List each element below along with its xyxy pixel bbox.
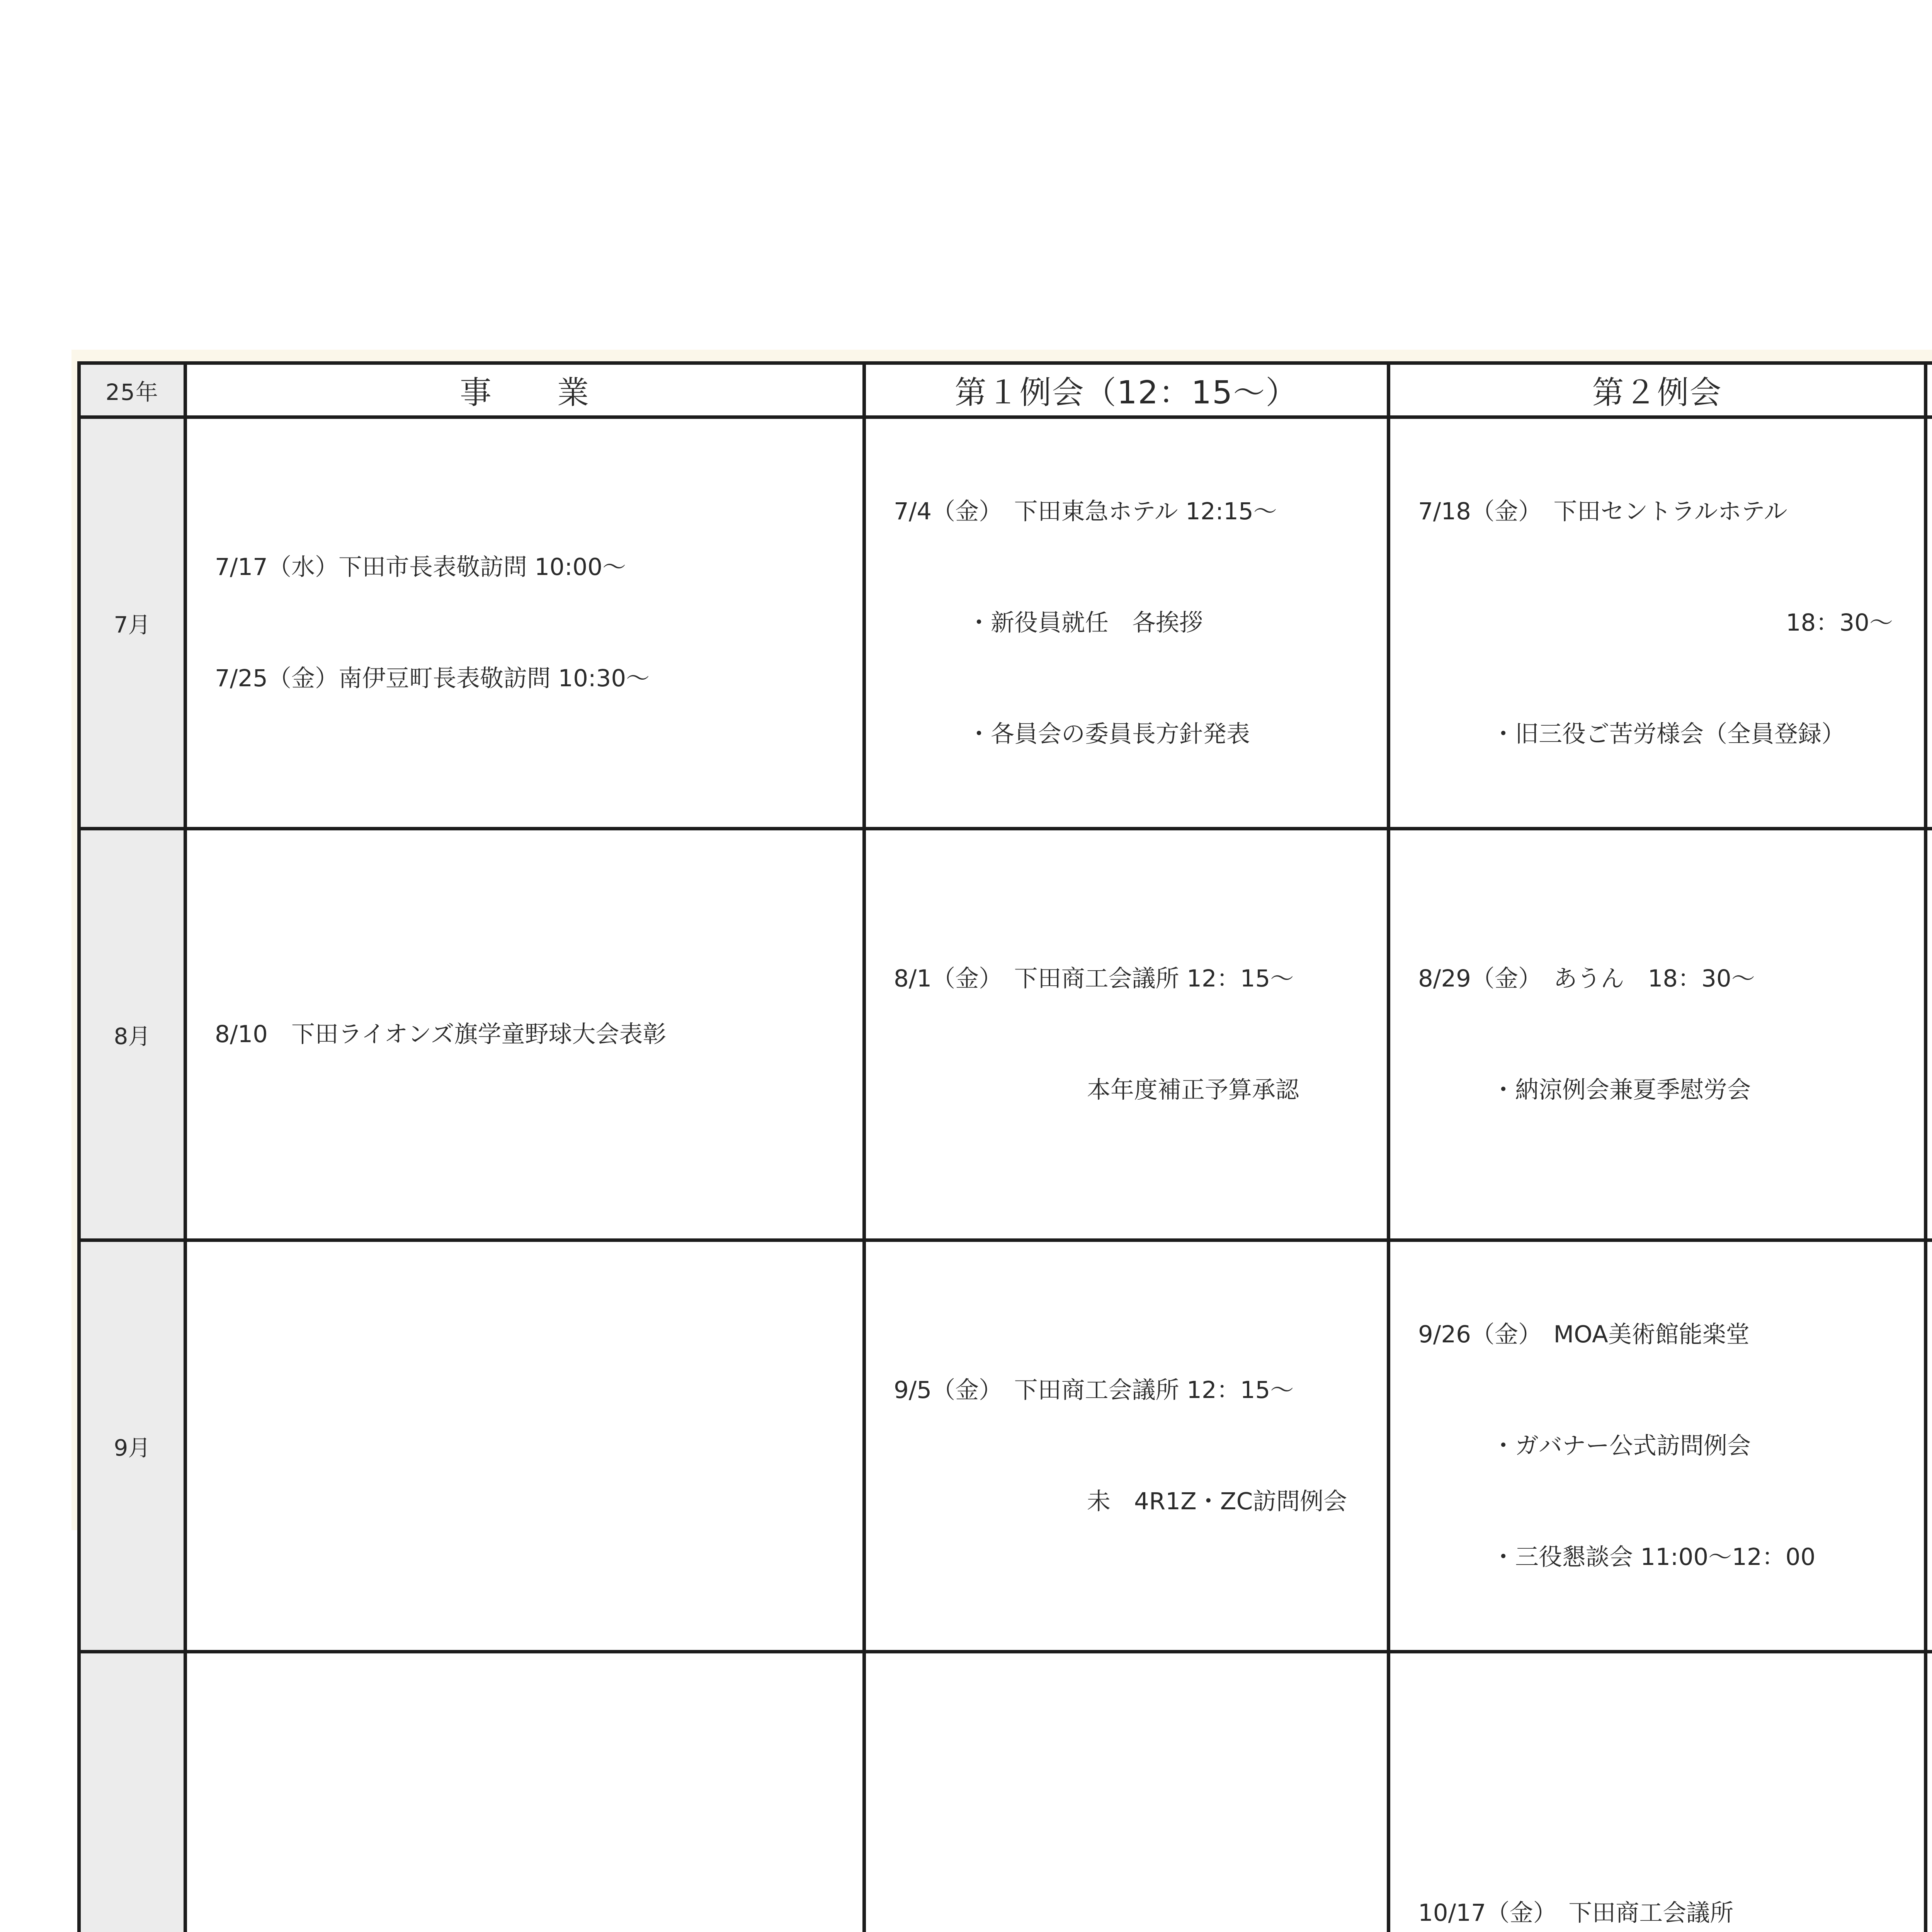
reikai2-entry: ・三役懇談会 11:00～12：00 — [1418, 1539, 1916, 1576]
reikai2-entry: ・納涼例会兼夏季慰労会 — [1418, 1071, 1916, 1109]
jigyo-entry: 7/25（金）南伊豆町長表敬訪問 10:30～ — [215, 660, 855, 697]
jigyo-cell — [185, 417, 864, 829]
reikai1-cell — [864, 417, 1389, 829]
reikai1-entry: 8/1（金） 下田商工会議所 12：15～ — [894, 960, 1379, 997]
reikai1-cell — [864, 829, 1389, 1240]
reikai2-time: 18：30～ — [1418, 604, 1916, 641]
reikai2-entry: ・ガバナー公式訪問例会 — [1418, 1427, 1916, 1464]
month-label — [79, 1652, 185, 1932]
jigyo-cell — [185, 829, 864, 1240]
reikai2-entry: 8/29（金） あうん 18：30～ — [1418, 960, 1916, 997]
schedule-row-september — [79, 1240, 1932, 1652]
schedule-row-august — [79, 829, 1932, 1240]
reikai2-entry: 10/17（金） 下田商工会議所 — [1418, 1895, 1916, 1932]
reikai2-entry: 7/18（金） 下田セントラルホテル — [1418, 493, 1916, 530]
cabinet-cell — [1926, 829, 1932, 1240]
cabinet-cell — [1926, 1652, 1932, 1932]
month-label: 7月 — [79, 417, 185, 829]
reikai2-entry: 9/26（金） MOA美術館能楽堂 — [1418, 1316, 1916, 1353]
jigyo-entry: 8/10 下田ライオンズ旗学童野球大会表彰 — [215, 1016, 855, 1053]
reikai2-header: 第２例会 — [1389, 363, 1926, 417]
reikai2-cell — [1389, 1652, 1926, 1932]
jigyo-cell — [185, 1652, 864, 1932]
reikai2-cell — [1389, 829, 1926, 1240]
year-header: 25年 — [79, 363, 185, 417]
reikai1-cell — [864, 1652, 1389, 1932]
jigyo-header: 事 業 — [185, 363, 864, 417]
reikai1-entry: 9/5（金） 下田商工会議所 12：15～ — [894, 1372, 1379, 1409]
schedule-row-july — [79, 417, 1932, 829]
cabinet-cell — [1926, 1240, 1932, 1652]
header-row — [79, 363, 1932, 417]
reikai1-cell — [864, 1240, 1389, 1652]
reikai2-cell — [1389, 417, 1926, 829]
cabinet-header — [1926, 363, 1932, 417]
reikai1-entry: 未 4R1Z・ZC訪問例会 — [894, 1483, 1379, 1520]
reikai2-entry: ・旧三役ご苦労様会（全員登録） — [1418, 716, 1916, 753]
reikai1-entry: ・新役員就任 各挨拶 — [894, 604, 1379, 641]
month-label: 9月 — [79, 1240, 185, 1652]
reikai1-entry: ・各員会の委員長方針発表 — [894, 716, 1379, 753]
jigyo-entry: 7/17（水）下田市長表敬訪問 10:00～ — [215, 549, 855, 586]
reikai2-cell — [1389, 1240, 1926, 1652]
annual-schedule-table — [77, 361, 1932, 1932]
month-label: 8月 — [79, 829, 185, 1240]
jigyo-cell — [185, 1240, 864, 1652]
reikai1-header: 第１例会（12：15～） — [864, 363, 1389, 417]
reikai1-entry: 7/4（金） 下田東急ホテル 12:15～ — [894, 493, 1379, 530]
reikai1-entry: 本年度補正予算承認 — [894, 1071, 1379, 1109]
cabinet-cell — [1926, 417, 1932, 829]
schedule-row-october — [79, 1652, 1932, 1932]
